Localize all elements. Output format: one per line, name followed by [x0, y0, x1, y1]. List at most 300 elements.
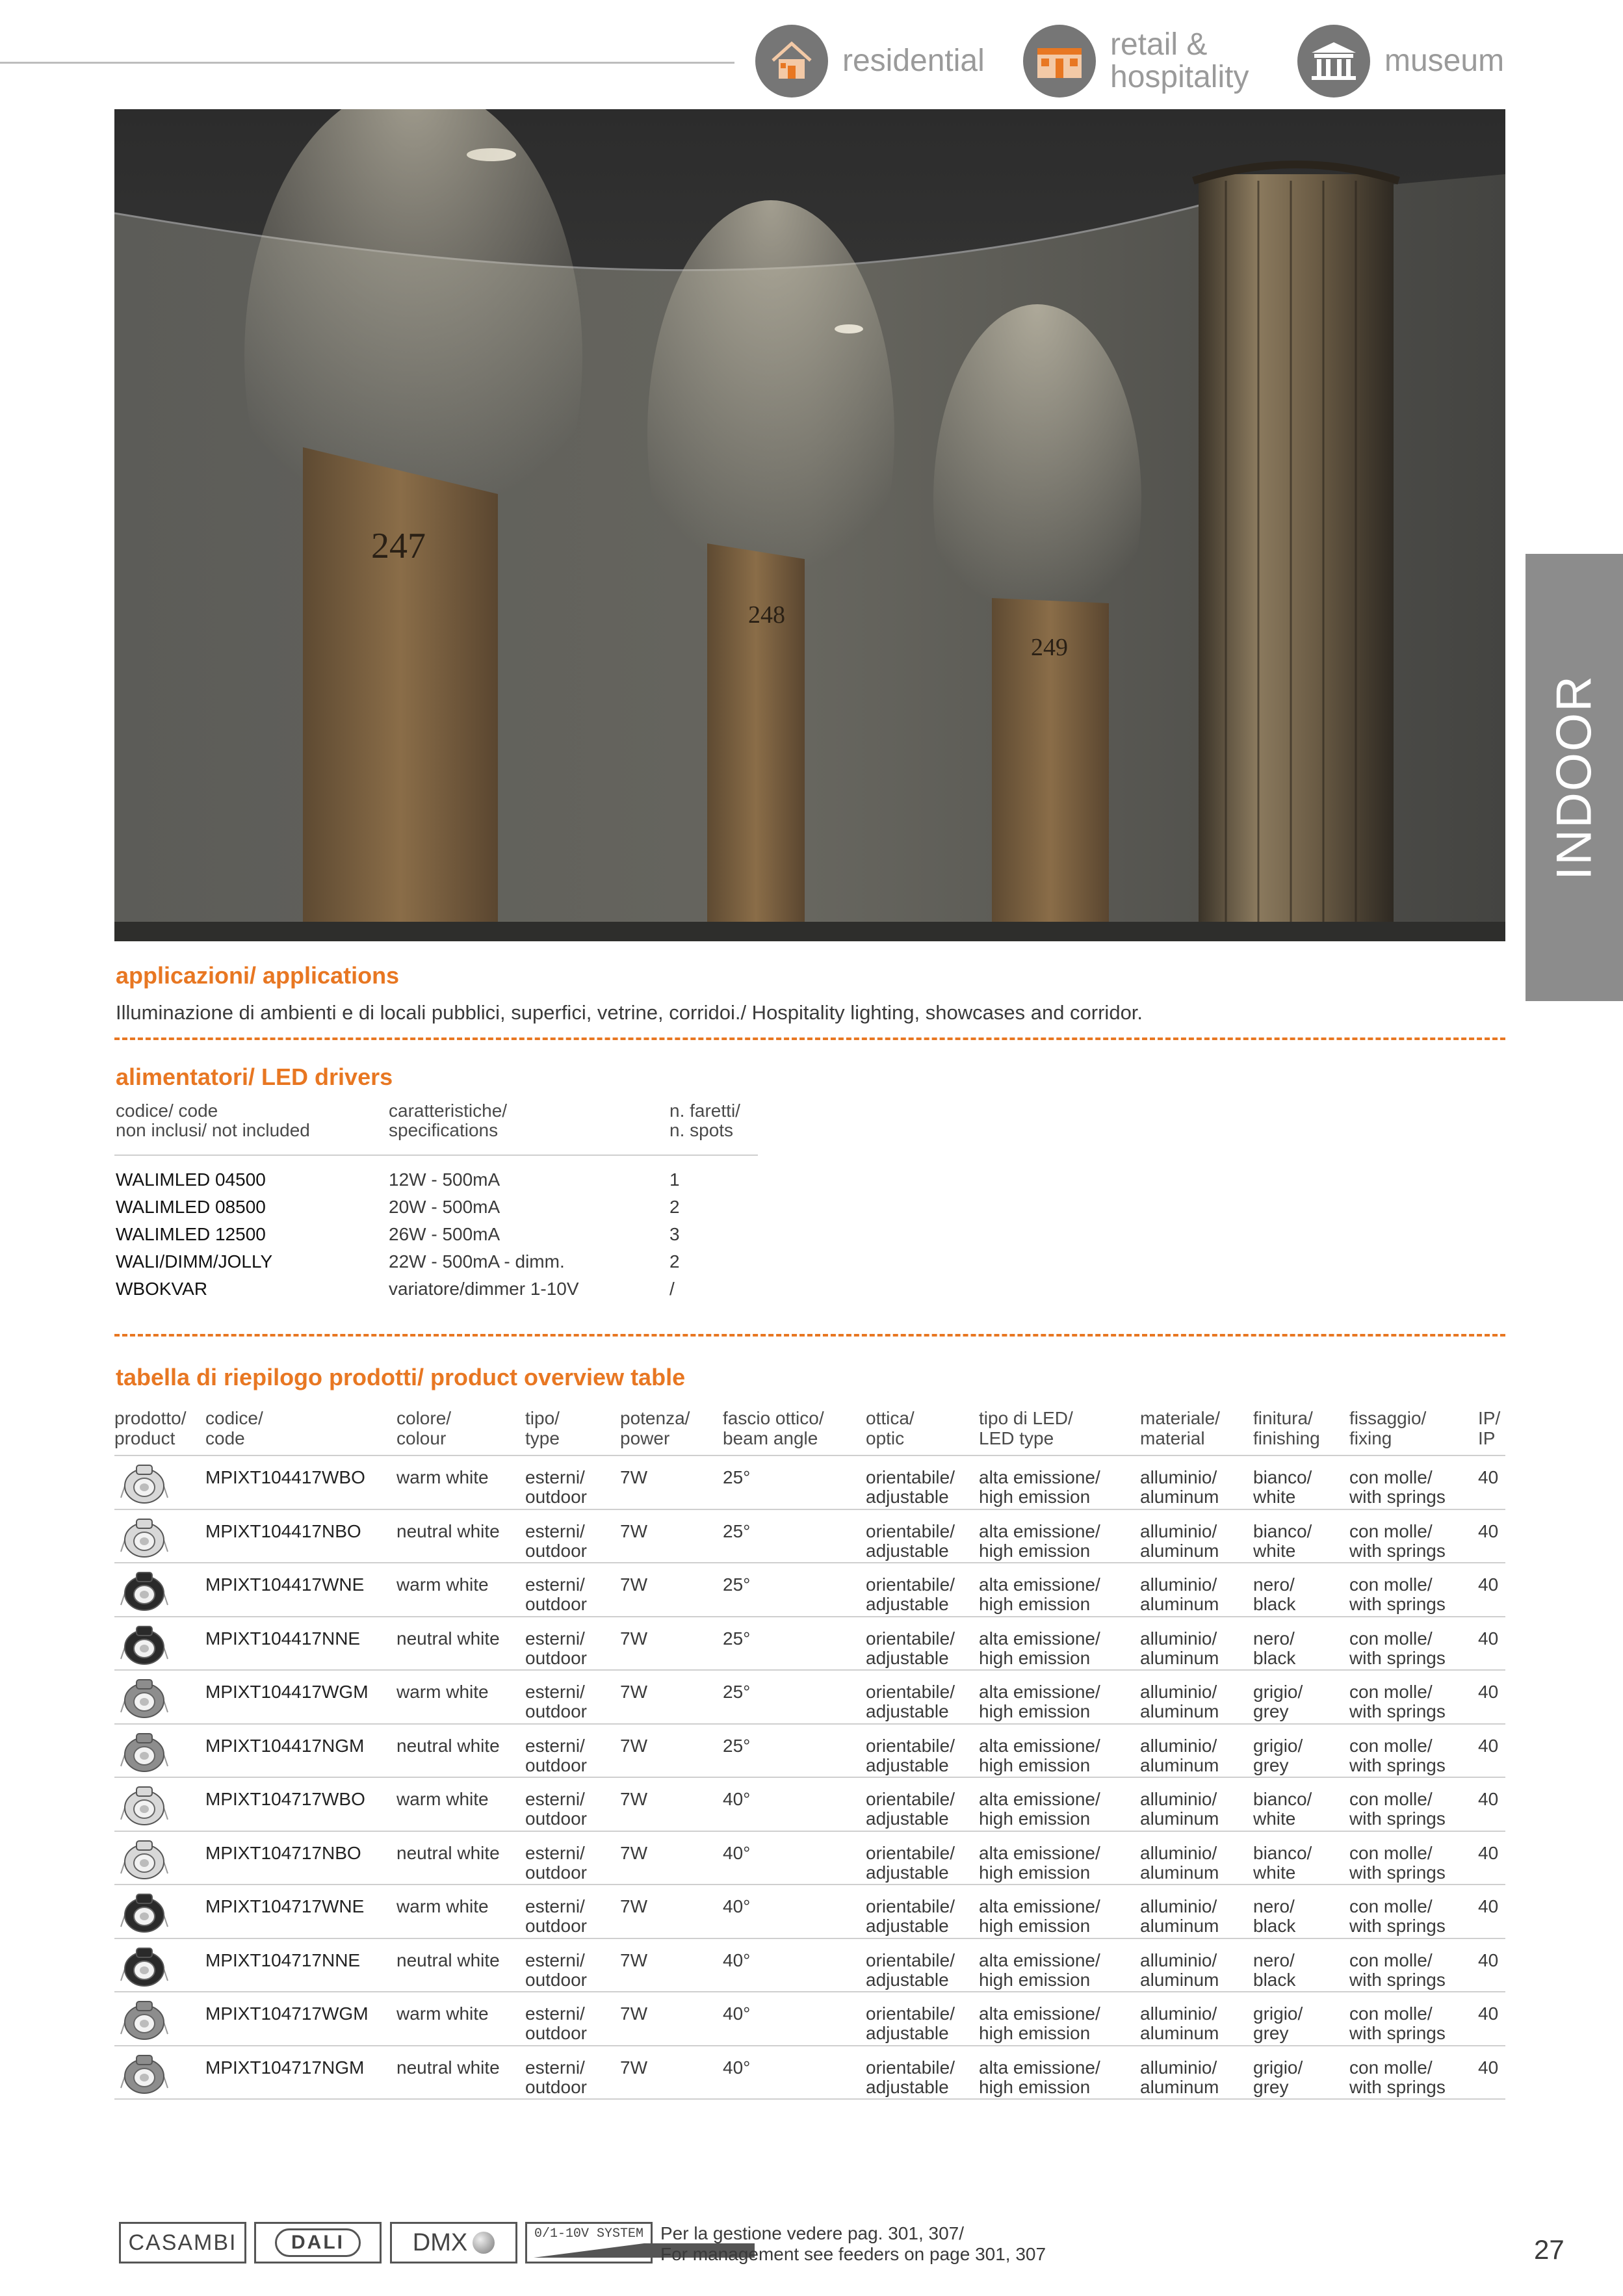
- cell-type-text: outdoor: [525, 1487, 587, 1507]
- cell-ip: [1478, 1522, 1498, 1541]
- cell-power-text: 7W: [620, 1520, 647, 1541]
- cell-code-text: MPIXT104417WGM: [205, 1682, 369, 1702]
- cell-power: [620, 1682, 647, 1702]
- cell-fixing-text: with springs: [1349, 2023, 1446, 2043]
- cell-fixing: [1349, 1790, 1446, 1829]
- driver-code: WBOKVAR: [116, 1279, 208, 1299]
- cell-code-text: MPIXT104717WGM: [205, 2003, 369, 2024]
- cell-led-type-text: high emission: [979, 1916, 1091, 1936]
- cell-code: [205, 1736, 364, 1756]
- cell-finishing-text: white: [1253, 1862, 1296, 1883]
- spotlight-product-icon: [120, 1621, 169, 1667]
- header-text: codice/: [205, 1408, 263, 1428]
- header-text: product: [114, 1428, 175, 1448]
- cell-finishing-text: black: [1253, 1647, 1296, 1668]
- cell-material: [1140, 2058, 1219, 2097]
- page-number: 27: [1534, 2234, 1565, 2265]
- cell-led-type: [979, 1629, 1100, 1668]
- cell-led-type-text: high emission: [979, 1755, 1091, 1775]
- cell-material-text: alluminio/: [1140, 1520, 1217, 1541]
- cell-finishing: [1253, 1468, 1312, 1507]
- cell-power-text: 7W: [620, 1735, 647, 1756]
- cell-finishing-text: bianco/: [1253, 1842, 1312, 1863]
- cell-ip-text: 40: [1478, 1682, 1499, 1702]
- cell-led-type-text: alta emissione/: [979, 1682, 1100, 1702]
- cell-code: [205, 1575, 364, 1595]
- cell-material-text: aluminum: [1140, 2076, 1219, 2097]
- cell-type-text: esterni/: [525, 2003, 585, 2024]
- category-label: retail &: [1110, 27, 1208, 62]
- cell-type: [525, 1575, 587, 1614]
- cell-led-type: [979, 1844, 1100, 1883]
- cell-beam-text: 25°: [723, 1467, 751, 1487]
- cell-fixing-text: con molle/: [1349, 2003, 1433, 2024]
- cell-power-text: 7W: [620, 1896, 647, 1916]
- cell-type: [525, 1951, 587, 1990]
- cell-type-text: outdoor: [525, 1594, 587, 1614]
- cell-finishing: [1253, 1736, 1303, 1775]
- hero-image: [114, 109, 1505, 941]
- room-number: 249: [1031, 634, 1068, 661]
- header-text: colore/: [396, 1408, 452, 1428]
- cell-type: [525, 1736, 587, 1775]
- cell-material-text: alluminio/: [1140, 2057, 1217, 2078]
- header-text: n. spots: [669, 1120, 734, 1140]
- cell-material-text: aluminum: [1140, 1969, 1219, 1990]
- cell-beam-text: 25°: [723, 1682, 751, 1702]
- cell-finishing: [1253, 2058, 1303, 2097]
- cell-power-text: 7W: [620, 1950, 647, 1970]
- driver-code: WALI/DIMM/JOLLY: [116, 1251, 273, 1272]
- cell-colour: [396, 1897, 489, 1916]
- globe-icon: [473, 2232, 495, 2254]
- table-row: [114, 1617, 1505, 1671]
- cell-ip: [1478, 1575, 1498, 1595]
- cell-led-type-text: high emission: [979, 1701, 1091, 1721]
- cell-fixing: [1349, 1522, 1446, 1561]
- cell-code: [205, 1682, 369, 1702]
- cell-optic-text: adjustable: [866, 2023, 949, 2043]
- cell-beam: [723, 1629, 750, 1649]
- cell-finishing-text: grey: [1253, 2023, 1289, 2043]
- cell-optic-text: orientabile/: [866, 1789, 955, 1809]
- category-museum: [1297, 25, 1504, 98]
- cell-led-type-text: alta emissione/: [979, 1520, 1100, 1541]
- logo-text: DMX: [412, 2228, 468, 2256]
- table-row: [114, 1832, 1505, 1885]
- cell-colour-text: warm white: [396, 1467, 489, 1487]
- cell-optic: [866, 1790, 955, 1829]
- cell-led-type-text: high emission: [979, 1594, 1091, 1614]
- cell-colour: [396, 2004, 489, 2024]
- cell-colour: [396, 1736, 500, 1756]
- cell-ip: [1478, 1629, 1498, 1649]
- cell-led-type: [979, 1897, 1100, 1936]
- cell-power: [620, 1897, 647, 1916]
- cell-code-text: MPIXT104417NNE: [205, 1628, 361, 1649]
- cell-fixing-text: with springs: [1349, 1647, 1446, 1668]
- cell-material-text: aluminum: [1140, 1647, 1219, 1668]
- cell-optic: [866, 1844, 955, 1883]
- cell-optic-text: adjustable: [866, 1916, 949, 1936]
- header-text: prodotto/: [114, 1408, 187, 1428]
- driver-spec: 20W - 500mA: [389, 1197, 500, 1217]
- cell-material: [1140, 1629, 1219, 1668]
- cell-code: [205, 1629, 360, 1649]
- table-row: [114, 1510, 1505, 1563]
- cell-type-text: outdoor: [525, 1755, 587, 1775]
- cell-fixing: [1349, 1897, 1446, 1936]
- category-residential: [755, 25, 985, 98]
- cell-ip: [1478, 1736, 1498, 1756]
- cell-power: [620, 1951, 647, 1970]
- cell-beam: [723, 2004, 750, 2024]
- cell-colour-text: warm white: [396, 1682, 489, 1702]
- cell-fixing-text: con molle/: [1349, 1574, 1433, 1595]
- cell-led-type-text: high emission: [979, 2076, 1091, 2097]
- cell-material-text: alluminio/: [1140, 2003, 1217, 2024]
- cell-power-text: 7W: [620, 1842, 647, 1863]
- cell-type: [525, 1468, 587, 1507]
- cell-led-type-text: alta emissione/: [979, 1735, 1100, 1756]
- cell-beam-text: 40°: [723, 1789, 751, 1809]
- cell-code-text: MPIXT104717NGM: [205, 2057, 365, 2078]
- cell-material-text: aluminum: [1140, 2023, 1219, 2043]
- cell-power: [620, 1790, 647, 1809]
- cell-code-text: MPIXT104717WNE: [205, 1896, 365, 1916]
- cell-code: [205, 1897, 364, 1916]
- cell-ip-text: 40: [1478, 1789, 1499, 1809]
- table-row: [114, 2046, 1505, 2100]
- row-divider: [114, 2098, 1505, 2100]
- cell-material: [1140, 1575, 1219, 1614]
- cell-material-text: alluminio/: [1140, 1467, 1217, 1487]
- cell-material-text: alluminio/: [1140, 1896, 1217, 1916]
- cell-code: [205, 1468, 365, 1487]
- cell-finishing-text: bianco/: [1253, 1789, 1312, 1809]
- cell-finishing-text: grigio/: [1253, 2003, 1303, 2024]
- cell-fixing-text: with springs: [1349, 1808, 1446, 1829]
- driver-spec: 22W - 500mA - dimm.: [389, 1251, 565, 1272]
- cell-type-text: esterni/: [525, 1735, 585, 1756]
- header-text: optic: [866, 1428, 905, 1448]
- cell-finishing-text: grey: [1253, 1755, 1289, 1775]
- cell-type-text: outdoor: [525, 1647, 587, 1668]
- drivers-header-code: [116, 1101, 310, 1140]
- cell-ip-text: 40: [1478, 1574, 1499, 1595]
- logo-text: CASAMBI: [128, 2230, 237, 2255]
- cell-beam-text: 40°: [723, 2057, 751, 2078]
- header-text: type: [525, 1428, 560, 1448]
- cell-type-text: esterni/: [525, 1950, 585, 1970]
- cell-led-type-text: high emission: [979, 1808, 1091, 1829]
- divider: [114, 1037, 1505, 1040]
- cell-fixing-text: with springs: [1349, 1701, 1446, 1721]
- col-header-power: [620, 1408, 690, 1448]
- table-row: [114, 1885, 1505, 1938]
- header-text: code: [205, 1428, 245, 1448]
- house-icon: [755, 25, 828, 98]
- products-title: tabella di riepilogo prodotti/ product overview table: [116, 1364, 686, 1390]
- cell-type: [525, 2004, 587, 2043]
- cell-fixing: [1349, 1844, 1446, 1883]
- cell-type-text: outdoor: [525, 1540, 587, 1561]
- cell-colour: [396, 1790, 489, 1809]
- cell-fixing-text: with springs: [1349, 1487, 1446, 1507]
- cell-colour: [396, 2058, 500, 2078]
- cell-type-text: esterni/: [525, 1896, 585, 1916]
- cell-material-text: alluminio/: [1140, 1950, 1217, 1970]
- category-retail-hospitality: [1023, 25, 1249, 98]
- cell-material-text: alluminio/: [1140, 1735, 1217, 1756]
- cell-beam: [723, 1522, 750, 1541]
- cell-led-type-text: high emission: [979, 1540, 1091, 1561]
- cell-power: [620, 1844, 647, 1863]
- cell-power: [620, 1736, 647, 1756]
- col-header-type: [525, 1408, 560, 1448]
- cell-beam: [723, 1468, 750, 1487]
- cell-material: [1140, 1897, 1219, 1936]
- cell-finishing-text: grigio/: [1253, 2057, 1303, 2078]
- cell-optic: [866, 1736, 955, 1775]
- cell-led-type: [979, 1951, 1100, 1990]
- spotlight-product-icon: [120, 1514, 169, 1559]
- cell-finishing-text: nero/: [1253, 1628, 1295, 1649]
- cell-optic-text: orientabile/: [866, 1896, 955, 1916]
- room-number: 248: [748, 601, 785, 629]
- cell-fixing: [1349, 1629, 1446, 1668]
- col-header-product: [114, 1408, 187, 1448]
- cell-material: [1140, 1790, 1219, 1829]
- col-header-fixing: [1349, 1408, 1426, 1448]
- cell-code-text: MPIXT104417NGM: [205, 1735, 365, 1756]
- cell-finishing: [1253, 1522, 1312, 1561]
- header-text: ottica/: [866, 1408, 915, 1428]
- spotlight-product-icon: [120, 1460, 169, 1506]
- logo-text: DALI: [275, 2228, 361, 2257]
- cell-beam-text: 40°: [723, 1950, 751, 1970]
- cell-beam: [723, 1682, 750, 1702]
- cell-ip: [1478, 1897, 1498, 1916]
- cell-material-text: aluminum: [1140, 1540, 1219, 1561]
- cell-material-text: aluminum: [1140, 1594, 1219, 1614]
- cell-optic: [866, 1575, 955, 1614]
- cell-colour: [396, 1468, 489, 1487]
- room-number: 247: [371, 526, 426, 566]
- cell-led-type: [979, 1575, 1100, 1614]
- cell-type-text: outdoor: [525, 1701, 587, 1721]
- cell-optic-text: adjustable: [866, 1755, 949, 1775]
- cell-colour: [396, 1575, 489, 1595]
- cell-type-text: outdoor: [525, 1862, 587, 1883]
- table-row: [114, 1939, 1505, 1992]
- cell-finishing-text: white: [1253, 1808, 1296, 1829]
- col-header-beam: [723, 1408, 824, 1448]
- cell-type: [525, 1629, 587, 1668]
- shop-icon: [1023, 25, 1096, 98]
- cell-power-text: 7W: [620, 1467, 647, 1487]
- cell-material-text: aluminum: [1140, 1487, 1219, 1507]
- cell-ip-text: 40: [1478, 1628, 1499, 1649]
- cell-led-type-text: alta emissione/: [979, 1574, 1100, 1595]
- spotlight-product-icon: [120, 1782, 169, 1827]
- driver-code: WALIMLED 12500: [116, 1224, 266, 1244]
- category-label: hospitality: [1110, 60, 1249, 94]
- cell-beam: [723, 2058, 750, 2078]
- col-header-ip: [1478, 1408, 1500, 1448]
- cell-beam-text: 25°: [723, 1574, 751, 1595]
- cell-optic-text: orientabile/: [866, 1842, 955, 1863]
- cell-ip: [1478, 1790, 1498, 1809]
- cell-optic-text: orientabile/: [866, 1574, 955, 1595]
- cell-fixing-text: con molle/: [1349, 1467, 1433, 1487]
- header-text: finitura/: [1253, 1408, 1313, 1428]
- cell-colour-text: neutral white: [396, 2057, 500, 2078]
- driver-code: WALIMLED 04500: [116, 1169, 266, 1190]
- cell-ip: [1478, 1951, 1498, 1970]
- cell-finishing-text: nero/: [1253, 1896, 1295, 1916]
- cell-colour-text: warm white: [396, 1896, 489, 1916]
- cell-led-type-text: high emission: [979, 1969, 1091, 1990]
- cell-finishing: [1253, 2004, 1303, 2043]
- cell-optic-text: adjustable: [866, 1969, 949, 1990]
- cell-beam-text: 40°: [723, 2003, 751, 2024]
- spotlight-product-icon: [120, 1729, 169, 1774]
- indoor-tab: [1526, 554, 1623, 1001]
- cell-material: [1140, 1736, 1219, 1775]
- cell-optic-text: orientabile/: [866, 1682, 955, 1702]
- cell-type: [525, 2058, 587, 2097]
- cell-optic-text: orientabile/: [866, 1735, 955, 1756]
- cell-type: [525, 1897, 587, 1936]
- cell-led-type-text: alta emissione/: [979, 1896, 1100, 1916]
- drivers-title: alimentatori/ LED drivers: [116, 1063, 393, 1090]
- header-text: finishing: [1253, 1428, 1320, 1448]
- cell-colour-text: warm white: [396, 1574, 489, 1595]
- cell-finishing: [1253, 1951, 1295, 1990]
- cell-ip: [1478, 2058, 1498, 2078]
- cell-code-text: MPIXT104717NBO: [205, 1842, 361, 1863]
- applications-title: applicazioni/ applications: [116, 962, 400, 989]
- cell-code: [205, 1790, 365, 1809]
- cell-optic-text: orientabile/: [866, 1628, 955, 1649]
- cell-ip: [1478, 1844, 1498, 1863]
- cell-led-type-text: alta emissione/: [979, 1467, 1100, 1487]
- driver-code: WALIMLED 08500: [116, 1197, 266, 1217]
- header-text: material: [1140, 1428, 1205, 1448]
- cell-fixing-text: with springs: [1349, 1540, 1446, 1561]
- cell-fixing: [1349, 1468, 1446, 1507]
- cell-finishing-text: grigio/: [1253, 1735, 1303, 1756]
- cell-code: [205, 1844, 361, 1863]
- cell-power: [620, 2058, 647, 2078]
- divider: [114, 1334, 1505, 1337]
- cell-ip: [1478, 1682, 1498, 1702]
- cell-type-text: esterni/: [525, 1574, 585, 1595]
- cell-optic: [866, 1468, 955, 1507]
- cell-ip-text: 40: [1478, 1950, 1499, 1970]
- cell-power-text: 7W: [620, 1574, 647, 1595]
- cell-beam: [723, 1897, 750, 1916]
- cell-led-type-text: alta emissione/: [979, 1950, 1100, 1970]
- cell-colour: [396, 1522, 500, 1541]
- table-row: [114, 1725, 1505, 1778]
- col-header-code: [205, 1408, 263, 1448]
- col-header-material: [1140, 1408, 1220, 1448]
- cell-code-text: MPIXT104417WBO: [205, 1467, 365, 1487]
- cell-material-text: alluminio/: [1140, 1789, 1217, 1809]
- header-text: beam angle: [723, 1428, 818, 1448]
- cell-finishing-text: black: [1253, 1969, 1296, 1990]
- cell-fixing-text: with springs: [1349, 1969, 1446, 1990]
- table-row: [114, 1992, 1505, 2046]
- driver-spots: /: [669, 1279, 675, 1299]
- footer-note-line: Per la gestione vedere pag. 301, 307/: [660, 2223, 965, 2243]
- cell-optic: [866, 1951, 955, 1990]
- header-text: n. faretti/: [669, 1101, 740, 1121]
- cell-fixing-text: con molle/: [1349, 1735, 1433, 1756]
- cell-colour-text: warm white: [396, 1789, 489, 1809]
- dali-logo: [254, 2222, 382, 2263]
- drivers-header-spec: [389, 1101, 507, 1140]
- cell-beam: [723, 1844, 750, 1863]
- cell-optic-text: orientabile/: [866, 1520, 955, 1541]
- cell-material-text: aluminum: [1140, 1755, 1219, 1775]
- cell-type: [525, 1682, 587, 1721]
- header-text: colour: [396, 1428, 447, 1448]
- spotlight-product-icon: [120, 1889, 169, 1935]
- cell-finishing-text: grigio/: [1253, 1682, 1303, 1702]
- cell-finishing-text: grey: [1253, 2076, 1289, 2097]
- footer-note-line: For management see feeders on page 301, 307: [660, 2244, 1046, 2264]
- cell-finishing-text: black: [1253, 1916, 1296, 1936]
- cell-optic-text: adjustable: [866, 1808, 949, 1829]
- cell-colour: [396, 1629, 500, 1649]
- cell-fixing-text: con molle/: [1349, 1682, 1433, 1702]
- cell-finishing-text: white: [1253, 1487, 1296, 1507]
- cell-finishing: [1253, 1575, 1295, 1614]
- cell-led-type: [979, 2058, 1100, 2097]
- cell-ip-text: 40: [1478, 1842, 1499, 1863]
- header-text: fixing: [1349, 1428, 1392, 1448]
- cell-material: [1140, 2004, 1219, 2043]
- cell-beam-text: 25°: [723, 1735, 751, 1756]
- cell-material-text: alluminio/: [1140, 1682, 1217, 1702]
- cell-finishing-text: bianco/: [1253, 1520, 1312, 1541]
- cell-power: [620, 1575, 647, 1595]
- spotlight-product-icon: [120, 1675, 169, 1720]
- cell-ip-text: 40: [1478, 2057, 1499, 2078]
- cell-fixing: [1349, 1736, 1446, 1775]
- cell-power-text: 7W: [620, 2057, 647, 2078]
- table-row: [114, 1456, 1505, 1509]
- cell-code: [205, 1522, 361, 1541]
- cell-fixing-text: con molle/: [1349, 2057, 1433, 2078]
- header-text: LED type: [979, 1428, 1054, 1448]
- cell-finishing-text: bianco/: [1253, 1467, 1312, 1487]
- header-text: codice/ code: [116, 1101, 218, 1121]
- driver-spots: 2: [669, 1251, 680, 1272]
- header-text: potenza/: [620, 1408, 690, 1428]
- cell-code: [205, 2058, 364, 2078]
- spotlight-product-icon: [120, 1836, 169, 1881]
- spotlight-product-icon: [120, 2050, 169, 2096]
- cell-code-text: MPIXT104717NNE: [205, 1950, 361, 1970]
- cell-finishing: [1253, 1897, 1295, 1936]
- table-row: [114, 1563, 1505, 1617]
- cell-optic-text: adjustable: [866, 1594, 949, 1614]
- cell-led-type-text: high emission: [979, 1647, 1091, 1668]
